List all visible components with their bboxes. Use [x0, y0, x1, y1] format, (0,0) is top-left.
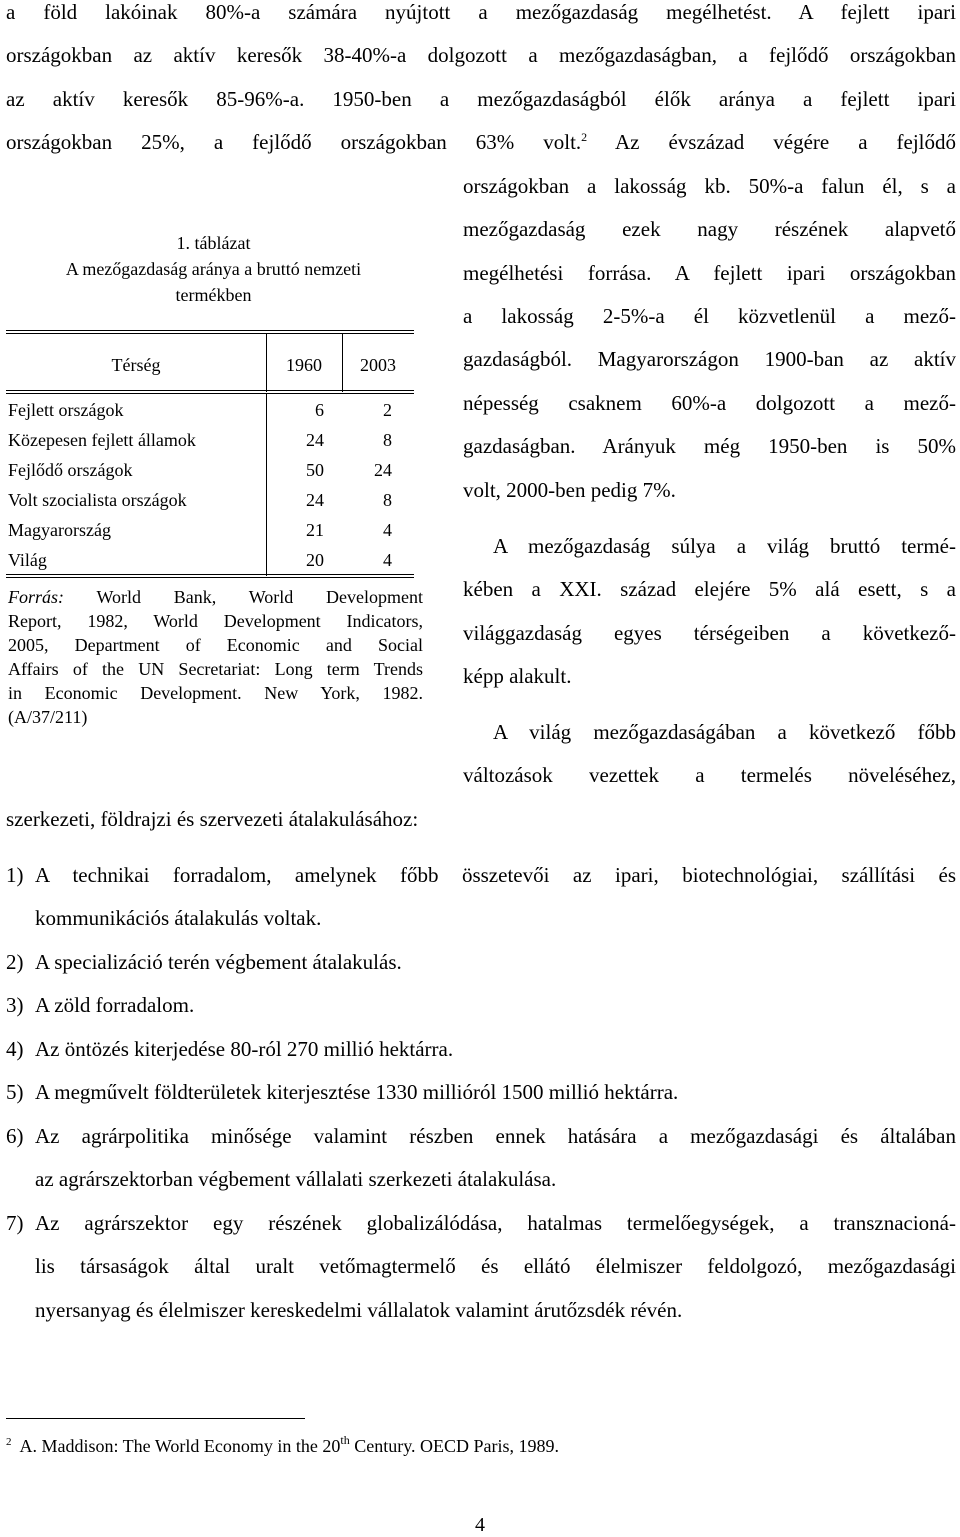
table-row-region: Közepesen fejlett államok	[8, 430, 196, 450]
table-top-rule	[6, 330, 414, 334]
intro-line-4	[6, 130, 956, 154]
right-para1-line-4: a lakosság 2-5%-a él közvetlenül a mező-	[463, 304, 956, 328]
table-row-region: Magyarország	[8, 520, 111, 540]
list-item-text: Az agrárpolitika minősége valamint részben ennek hatására a mezőgazdasági és általában	[35, 1124, 956, 1148]
right-para2-line-4: képp alakult.	[463, 664, 572, 688]
list-item-text: kommunikációs átalakulás voltak.	[35, 906, 322, 930]
right-para1-line-1: országokban a lakosság kb. 50%-a falun él, s a	[463, 174, 956, 198]
footnote-sup: th	[340, 1433, 350, 1447]
table-source-line-2: Report, 1982, World Development Indicators,	[8, 611, 423, 631]
table-header-rule	[6, 390, 414, 394]
right-para3-line-2: változások vezettek a termelés növeléséhez,	[463, 763, 956, 787]
footnote-reference: 2	[581, 130, 588, 144]
table-source-first: World Bank, World Development	[64, 587, 423, 607]
table-source-line-1	[8, 585, 423, 609]
table-caption-number: 1. táblázat	[176, 233, 251, 253]
table-bottom-rule	[6, 574, 414, 578]
right-para2-line-2: kében a XXI. század elejére 5% alá esett, s a	[463, 577, 956, 601]
right-para1-line-3: megélhetési forrása. A fejlett ipari országokban	[463, 261, 956, 285]
table-row-2003: 8	[383, 430, 392, 450]
footnote-separator	[6, 1418, 305, 1419]
table-source-line-5: in Economic Development. New York, 1982.	[8, 683, 423, 703]
table-source-line-4: Affairs of the UN Secretariat: Long term Trends	[8, 659, 423, 679]
page-number: 4	[475, 1514, 485, 1536]
table-row-1960: 6	[315, 400, 324, 420]
table-row-2003: 8	[383, 490, 392, 510]
table-source-line-3: 2005, Department of Economic and Social	[8, 635, 423, 655]
right-para1-line-2: mezőgazdaság ezek nagy részének alapvető	[463, 217, 956, 241]
list-item-number: 1)	[6, 863, 24, 887]
table-header-2003: 2003	[360, 355, 396, 375]
table-row-1960: 24	[306, 430, 324, 450]
table-caption-title-2: termékben	[175, 285, 252, 305]
right-para1-line-8: volt, 2000-ben pedig 7%.	[463, 478, 676, 502]
table-source-label: Forrás:	[8, 587, 65, 607]
right-para1-line-7: gazdaságban. Arányuk még 1950-ben is 50%	[463, 434, 956, 458]
table-header-region: Térség	[111, 355, 161, 375]
right-para1-line-5: gazdaságból. Magyarországon 1900-ban az aktív	[463, 347, 956, 371]
list-item-text: Az agrárszektor egy részének globalizálódása, hatalmas termelőegységek, a transznacioná-	[35, 1211, 956, 1235]
list-item-number: 3)	[6, 993, 24, 1017]
list-item-number: 5)	[6, 1080, 24, 1104]
table-row-region: Fejlődő országok	[8, 460, 133, 480]
table-source-line-6: (A/37/211)	[8, 707, 88, 727]
table-row-region: Világ	[8, 550, 47, 570]
intro-line-4-text: országokban 25%, a fejlődő országokban 63% volt.	[6, 130, 582, 154]
table-row-region: Volt szocialista országok	[8, 490, 187, 510]
table-source	[8, 585, 423, 729]
footnote-text-tail: Century. OECD Paris, 1989.	[349, 1436, 560, 1456]
list-item-text: A zöld forradalom.	[35, 993, 195, 1017]
para3-continuation: szerkezeti, földrajzi és szervezeti átalakulásához:	[6, 807, 419, 831]
list-item-text: az agrárszektorban végbement vállalati szerkezeti átalakulása.	[35, 1167, 557, 1191]
intro-line-4-tail: Az évszázad végére a fejlődő	[587, 130, 956, 154]
table-row-1960: 20	[306, 550, 324, 570]
intro-line-2: országokban az aktív keresők 38-40%-a dolgozott a mezőgazdaságban, a fejlődő országokban	[6, 43, 956, 67]
list-item-text: A technikai forradalom, amelynek főbb összetevői az ipari, biotechnológiai, szállítási és	[35, 863, 956, 887]
table-row-2003: 24	[374, 460, 392, 480]
list-item-number: 6)	[6, 1124, 24, 1148]
table-row-2003: 2	[383, 400, 392, 420]
footnote	[6, 1430, 559, 1458]
table-caption-title-1: A mezőgazdaság aránya a bruttó nemzeti	[65, 259, 362, 279]
intro-line-3: az aktív keresők 85-96%-a. 1950-ben a mezőgazdaságból élők aránya a fejlett ipari	[6, 87, 956, 111]
right-para3-line-1: A világ mezőgazdaságában a következő főbb	[493, 720, 956, 744]
table-row-2003: 4	[383, 550, 392, 570]
list-item-number: 2)	[6, 950, 24, 974]
list-item-text: nyersanyag és élelmiszer kereskedelmi vállalatok valamint árutőzsdék révén.	[35, 1298, 683, 1322]
list-item-text: Az öntözés kiterjedése 80-ról 270 millió hektárra.	[35, 1037, 454, 1061]
table-row-1960: 24	[306, 490, 324, 510]
table-header-1960: 1960	[286, 355, 322, 375]
table-row-2003: 4	[383, 520, 392, 540]
intro-line-1: a föld lakóinak 80%-a számára nyújtott a mezőgazdaság megélhetést. A fejlett ipari	[6, 0, 956, 24]
table-row-region: Fejlett országok	[8, 400, 124, 420]
right-para2-line-1: A mezőgazdaság súlya a világ bruttó termé-	[493, 534, 956, 558]
list-item-text: A megművelt földterületek kiterjesztése 1330 millióról 1500 millió hektárra.	[35, 1080, 679, 1104]
table-row-1960: 50	[306, 460, 324, 480]
right-para1-line-6: népesség csaknem 60%-a dolgozott a mező-	[463, 391, 956, 415]
list-item-text: lis társaságok által uralt vetőmagtermelő és ellátó élelmiszer feldolgozó, mezőgazdasági	[35, 1254, 956, 1278]
footnote-mark: 2	[6, 1436, 12, 1448]
list-item-text: A specializáció terén végbement átalakulás.	[35, 950, 402, 974]
table-row-1960: 21	[306, 520, 324, 540]
list-item-number: 4)	[6, 1037, 24, 1061]
right-para2-line-3: világgazdaság egyes térségeiben a következő-	[463, 621, 956, 645]
list-item-number: 7)	[6, 1211, 24, 1235]
footnote-text: A. Maddison: The World Economy in the 20	[19, 1436, 341, 1456]
